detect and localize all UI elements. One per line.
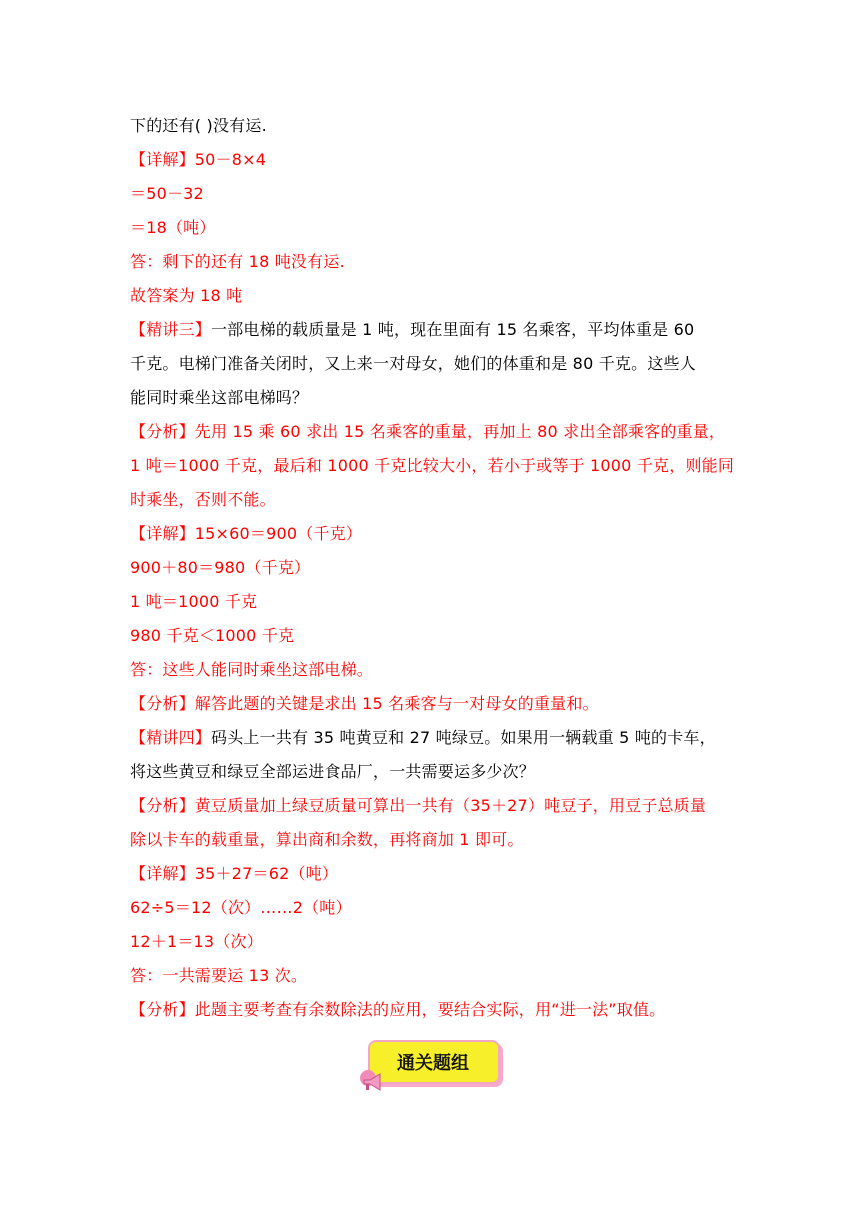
text-segment: 答：剩下的还有 18 吨没有运. [130,252,345,271]
text-line [130,490,276,510]
text-line [130,830,524,850]
text-segment: 【分析】黄豆质量加上绿豆质量可算出一共有（35＋27）吨豆子，用豆子总质量 [130,796,707,815]
megaphone-icon [362,1073,384,1093]
text-line [130,796,706,816]
text-segment: 62÷5＝12（次）……2（吨） [130,898,352,917]
text-segment: 下的还有( )没有运. [130,116,267,135]
text-line [130,524,362,544]
text-segment: 一部电梯的载质量是 1 吨，现在里面有 15 名乘客，平均体重是 60 [211,320,695,339]
text-line [130,660,373,680]
text-segment: 【分析】先用 15 乘 60 求出 15 名乘客的重量，再加上 80 求出全部乘客的重量， [130,422,726,441]
text-line [130,626,294,646]
text-line [130,728,716,748]
text-line [130,388,308,408]
text-segment: 除以卡车的载重量，算出商和余数，再将商加 1 即可。 [130,830,524,849]
text-line [130,592,257,612]
text-line [130,898,352,918]
text-segment: 【精讲三】 [130,320,212,339]
text-line [130,966,307,986]
text-segment: 时乘坐，否则不能。 [130,490,276,509]
text-segment: 【精讲四】 [130,728,212,747]
text-segment: 1 吨＝1000 千克 [130,592,258,611]
text-line [130,218,216,238]
text-segment: 1 吨＝1000 千克，最后和 1000 千克比较大小，若小于或等于 1000 千克，则能同 [130,456,735,475]
text-line [130,694,599,714]
text-line [130,320,694,340]
text-segment: 【详解】35＋27＝62（吨） [130,864,339,883]
text-line [130,354,696,374]
text-line [130,456,734,476]
text-segment: 故答案为 18 吨 [130,286,243,305]
text-segment: 千克。电梯门准备关闭时，又上来一对母女，她们的体重和是 80 千克。这些人 [130,354,696,373]
text-segment: 能同时乘坐这部电梯吗？ [130,388,309,407]
text-line [130,286,242,306]
text-segment: 答：这些人能同时乘坐这部电梯。 [130,660,374,679]
text-segment: 【分析】此题主要考查有余数除法的应用，要结合实际，用“进一法”取值。 [130,1000,666,1019]
section-badge [368,1040,498,1084]
text-segment: 【分析】解答此题的关键是求出 15 名乘客与一对母女的重量和。 [130,694,599,713]
text-line [130,184,204,204]
text-segment: 980 千克＜1000 千克 [130,626,295,645]
text-segment: 码头上一共有 35 吨黄豆和 27 吨绿豆。如果用一辆载重 5 吨的卡车， [211,728,716,747]
text-line [130,1000,665,1020]
text-segment: 将这些黄豆和绿豆全部运进食品厂，一共需要运多少次？ [130,762,536,781]
text-line [130,252,345,272]
text-segment: 【详解】50－8×4 [130,150,267,169]
text-line [130,864,338,884]
text-line [130,116,267,136]
section-badge-label: 通关题组 [397,1053,469,1074]
text-segment: 答：一共需要运 13 次。 [130,966,308,985]
text-segment: 【详解】15×60＝900（千克） [130,524,363,543]
text-line [130,150,266,170]
text-line [130,558,310,578]
text-segment: 900＋80＝980（千克） [130,558,311,577]
text-line [130,422,725,442]
text-segment: 12＋1＝13（次） [130,932,263,951]
text-segment: ＝50－32 [130,184,204,203]
text-line [130,932,263,952]
text-line [130,762,535,782]
text-segment: ＝18（吨） [130,218,216,237]
